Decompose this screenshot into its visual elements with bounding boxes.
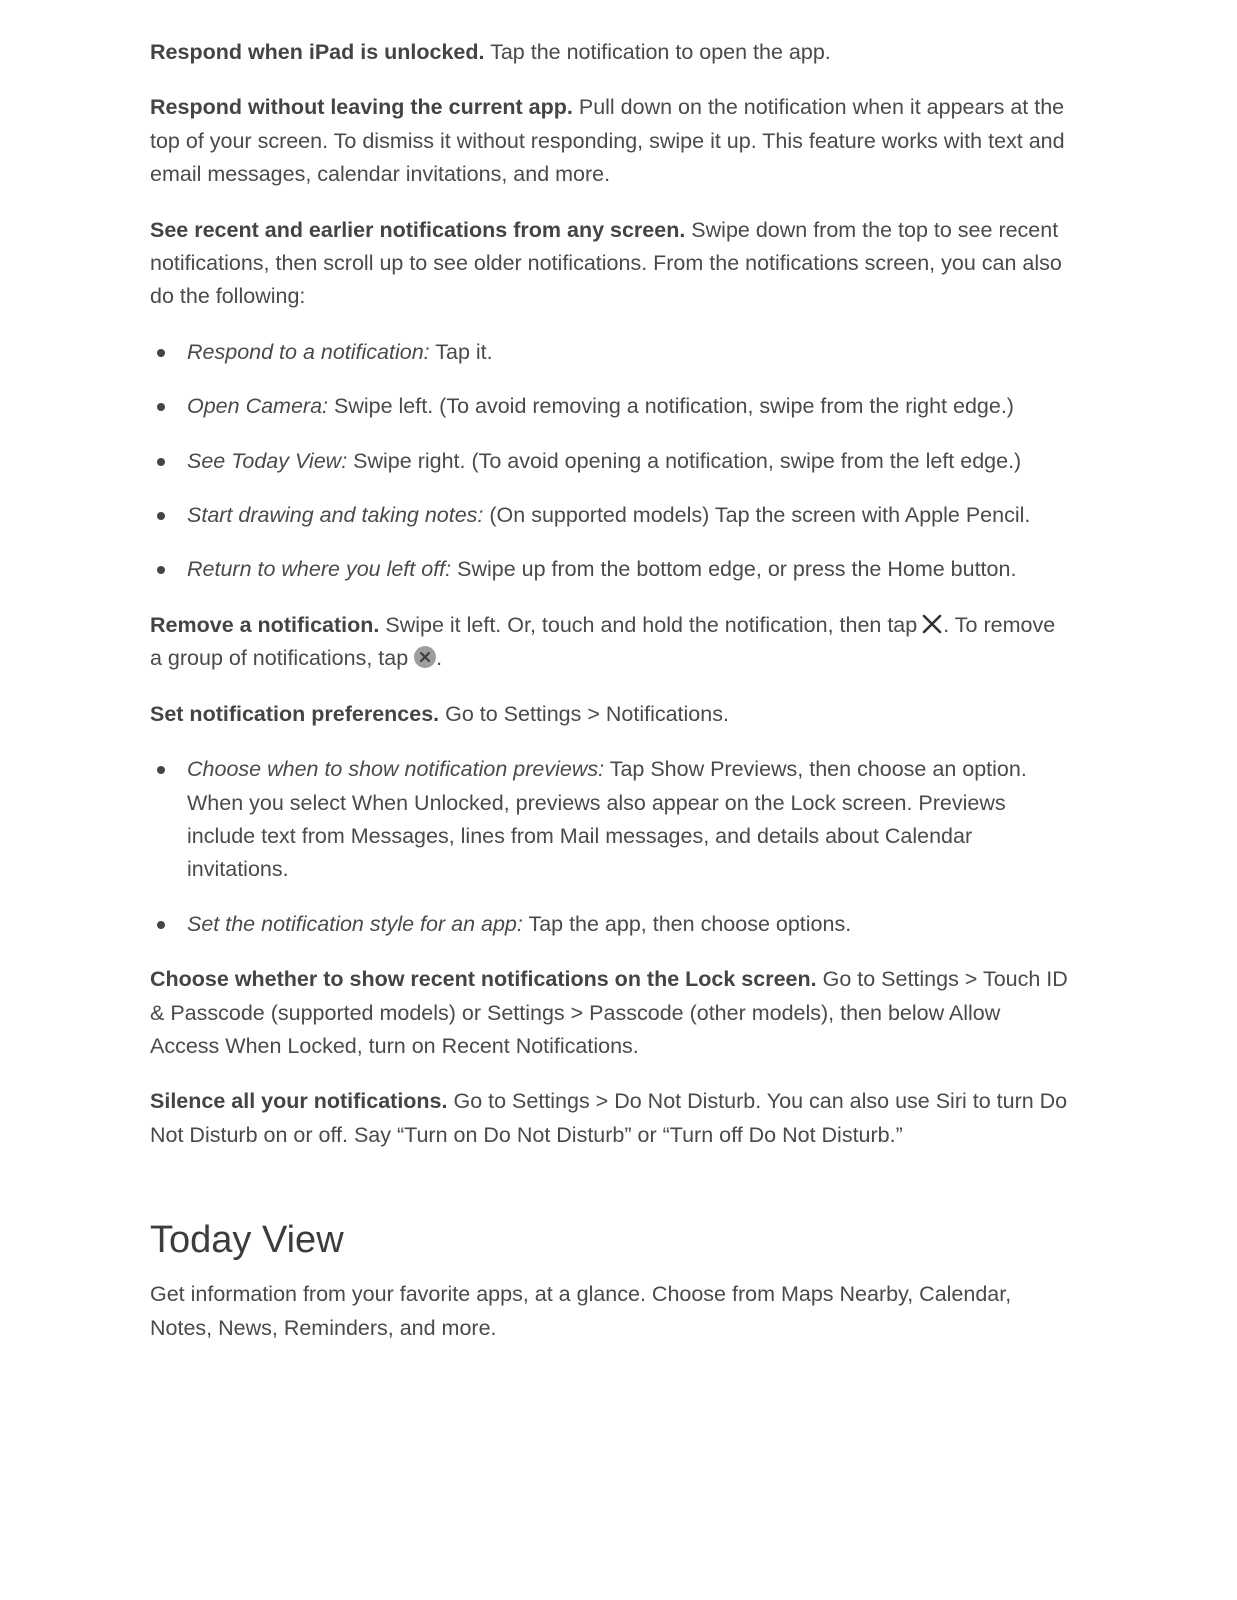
list-item-text: (On supported models) Tap the screen with Apple Pencil. (489, 503, 1031, 528)
heading-see-recent: See recent and earlier notifications from any screen. (150, 217, 686, 242)
text-set-preferences: Go to Settings > Notifications. (445, 701, 729, 726)
paragraph-remove-notification (150, 609, 1070, 676)
paragraph-respond-unlocked (150, 36, 1070, 69)
paragraph-today-view: Get information from your favorite apps, at a glance. Choose from Maps Nearby, Calendar, Notes, News, Reminders, and more. (150, 1282, 1012, 1340)
text-remove-part1: Swipe it left. Or, touch and hold the notification, then tap (385, 612, 918, 637)
paragraph-silence (150, 1085, 1070, 1152)
heading-respond-without-leaving: Respond without leaving the current app. (150, 95, 573, 120)
list-item-text: Swipe up from the bottom edge, or press the Home button. (457, 557, 1017, 582)
text-remove-part2: . To remove a group of notifications, tap (150, 612, 1056, 671)
paragraph-respond-without-leaving (150, 91, 1070, 191)
list-item (150, 553, 1070, 586)
list-item (150, 390, 1070, 423)
list-item (150, 445, 1070, 478)
text-respond-without-leaving: Pull down on the notification when it appears at the top of your screen. To dismiss it without responding, swipe it up. This feature works with text and email messages, calendar invitations, and more. (150, 95, 1065, 187)
list-item-term: See Today View: (187, 448, 348, 473)
list-item-text: Tap the app, then choose options. (528, 911, 852, 936)
heading-lock-screen: Choose whether to show recent notifications on the Lock screen. (150, 967, 817, 992)
list-item (150, 753, 1070, 887)
heading-remove-notification: Remove a notification. (150, 612, 380, 637)
recent-actions-list (150, 336, 1070, 587)
list-item-text: Tap it. (435, 339, 493, 364)
list-item (150, 336, 1070, 369)
close-icon (921, 612, 943, 634)
paragraph-lock-screen (150, 963, 1070, 1063)
list-item-text: Swipe left. (To avoid removing a notification, swipe from the right edge.) (334, 394, 1014, 419)
text-respond-unlocked: Tap the notification to open the app. (490, 40, 831, 64)
paragraph-see-recent (150, 214, 1070, 314)
text-remove-part3: . (436, 646, 443, 671)
circle-close-icon (414, 645, 436, 667)
list-item-term: Start drawing and taking notes: (187, 503, 484, 528)
document-page (150, 36, 1070, 1367)
paragraph-set-preferences (150, 698, 1070, 731)
preference-list (150, 753, 1070, 941)
list-item-text: Tap Show Previews, then choose an option. When you select When Unlocked, previews also appear on the Lock screen. Previews include text from Messages, lines from Mail messages, and details about Calendar invitations. (187, 757, 1027, 882)
list-item-term: Choose when to show notification previews: (187, 757, 605, 782)
text-silence: Go to Settings > Do Not Disturb. You can also use Siri to turn Do Not Disturb on or off. Say “Turn on Do Not Disturb” or “Turn off Do Not Disturb.” (150, 1089, 1068, 1147)
text-see-recent: Swipe down from the top to see recent notifications, then scroll up to see older notifications. From the notifications screen, you can also do the following: (150, 217, 1062, 309)
list-item-term: Set the notification style for an app: (187, 911, 523, 936)
heading-set-preferences: Set notification preferences. (150, 701, 440, 726)
heading-silence: Silence all your notifications. (150, 1089, 448, 1114)
text-lock-screen: Go to Settings > Touch ID & Passcode (supported models) or Settings > Passcode (other models), then below Allow Access When Locked, turn on Recent Notifications. (150, 967, 1068, 1058)
heading-respond-unlocked: Respond when iPad is unlocked. (150, 40, 485, 64)
list-item-term: Return to where you left off: (187, 557, 452, 582)
list-item (150, 499, 1070, 532)
section-title-today-view: Today View (150, 1219, 344, 1262)
list-item-term: Respond to a notification: (187, 339, 430, 364)
list-item (150, 908, 1070, 941)
list-item-text: Swipe right. (To avoid opening a notification, swipe from the left edge.) (353, 448, 1022, 473)
list-item-term: Open Camera: (187, 394, 329, 419)
